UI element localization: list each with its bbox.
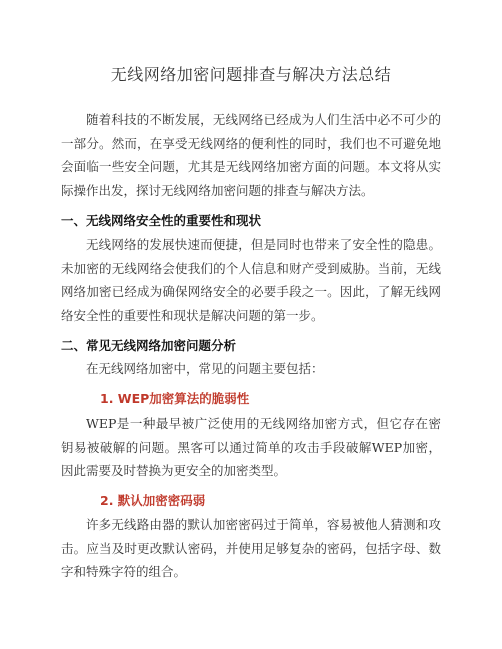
section-1-heading: 一、无线网络安全性的重要性和现状 xyxy=(61,213,262,228)
section-2-heading: 二、常见无线网络加密问题分析 xyxy=(61,338,237,353)
subsection-2-heading: 2. 默认加密密码弱 xyxy=(100,493,206,508)
subsection-2-paragraph: 许多无线路由器的默认加密密码过于简单，容易被他人猜测和攻击。应当及时更改默认密码，并使用足够复杂的密码，包括字母、数字和特殊字符的组合。 xyxy=(61,517,441,579)
section-1-paragraph: 无线网络的发展快速而便捷，但是同时也带来了安全性的隐患。未加密的无线网络会使我们的个人信息和财产受到威胁。当前，无线网络加密已经成为确保网络安全的必要手段之一。因此，了解无线网络安全性的重要性和现状是解决问题的第一步。 xyxy=(61,237,441,323)
intro-paragraph: 随着科技的不断发展，无线网络已经成为人们生活中必不可少的一部分。然而，在享受无线网络的便利性的同时，我们也不可避免地会面临一些安全问题，尤其是无线网络加密方面的问题。本文将从实际操作出发，探讨无线网络加密问题的排查与解决方法。 xyxy=(61,112,441,198)
section-2-intro: 在无线网络加密中，常见的问题主要包括： xyxy=(86,361,324,376)
subsection-1-heading: 1. WEP加密算法的脆弱性 xyxy=(100,391,250,406)
page-title: 无线网络加密问题排查与解决方法总结 xyxy=(110,65,392,84)
subsection-1-paragraph: WEP是一种最早被广泛使用的无线网络加密方式，但它存在密钥易被破解的问题。黑客可以通过简单的攻击手段破解WEP加密，因此需要及时替换为更安全的加密类型。 xyxy=(61,416,441,478)
